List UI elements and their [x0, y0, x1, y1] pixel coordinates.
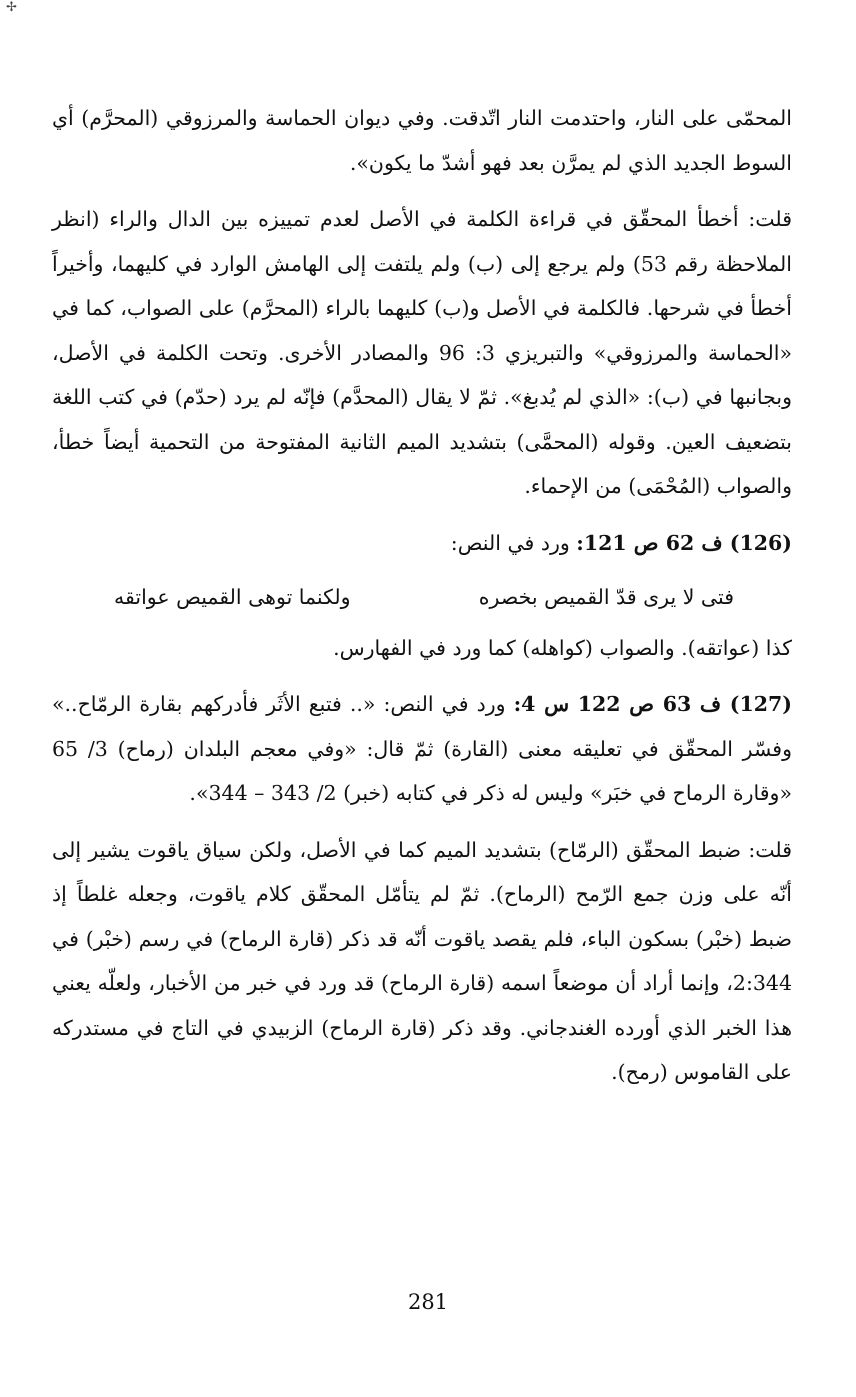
page-number: 281 — [407, 1290, 449, 1314]
note-127-ref: (127) ف 63 ص 122 س 4: — [513, 692, 792, 716]
paragraph-2: قلت: أخطأ المحقّق في قراءة الكلمة في الأصل لعدم تمييزه بين الدال والراء (انظر الملاحظة رقم 53) ولم يرجع إلى (ب) ولم يلتفت إلى الهامش الوارد في كليهما، وأخيراً أخطأ في شرحها. فالكلمة في الأصل و(ب) كليهما بالراء (المحرَّم) على الصواب، كما في «الحماسة والمرزوقي» والتبريزي 3: 96 والمصادر الأخرى. وتحت الكلمة في الأصل، وبجانبها في (ب): «الذي لم يُدبغ». ثمّ لا يقال (المحدَّم) فإنّه لم يرد (حدّم) في كتب اللغة بتضعيف العين. وقوله (المحمَّى) بتشديد الميم الثانية المفتوحة من التحمية أيضاً خطأ، والصواب (المُحْمَى) من الإحماء. — [52, 207, 792, 498]
paragraph-6: قلت: ضبط المحقّق (الرمّاح) بتشديد الميم كما في الأصل، ولكن سياق ياقوت يشير إلى أنّه على وزن جمع الرّمح (الرماح). ثمّ لم يتأمّل المحقّق كلام ياقوت، وجعله غلطاً إذ ضبط (خبْر) بسكون الباء، فلم يقصد ياقوت أنّه قد ذكر (قارة الرماح) في رسم (خبْر) في 2:344، وإنما أراد أن موضعاً اسمه (قارة الرماح) قد ورد في خبر من الأخبار، ولعلّه يعني هذا الخبر الذي أورده الغندجاني. وقد ذكر (قارة الرماح) الزبيدي في التاج في مستدركه على القاموس (رمح). — [52, 837, 792, 1084]
note-127 — [52, 682, 792, 816]
corner-mark: ✢ — [6, 0, 17, 15]
note-127-text: ورد في النص: «.. فتبع الأثَر فأدركهم بقارة الرمّاح..» وفسّر المحقّق في تعليقه معنى (القارة) ثمّ قال: «وفي معجم البلدان (رماح) 3/ 65 «وقارة الرماح في خبَر» وليس له ذكر في كتابه (خبر) 2/ 343 – 344». — [52, 692, 792, 805]
page-body — [52, 96, 792, 1105]
paragraph-4: كذا (عواتقه). والصواب (كواهله) كما ورد في الفهارس. — [333, 635, 792, 660]
note-126 — [52, 521, 792, 566]
verse-second-hemistich: ولكنما توهى القميص عواتقه — [114, 585, 351, 609]
note-126-text: ورد في النص: — [450, 530, 577, 555]
verse-first-hemistich: فتى لا يرى قدّ القميص بخصره — [478, 585, 734, 609]
verse — [114, 575, 792, 620]
paragraph-1: المحمّى على النار، واحتدمت النار اتّدقت. وفي ديوان الحماسة والمرزوقي (المحرَّم) أي السوط الجديد الذي لم يمرَّن بعد فهو أشدّ ما يكون». — [52, 106, 792, 175]
note-126-ref: (126) ف 62 ص 121: — [576, 530, 792, 555]
